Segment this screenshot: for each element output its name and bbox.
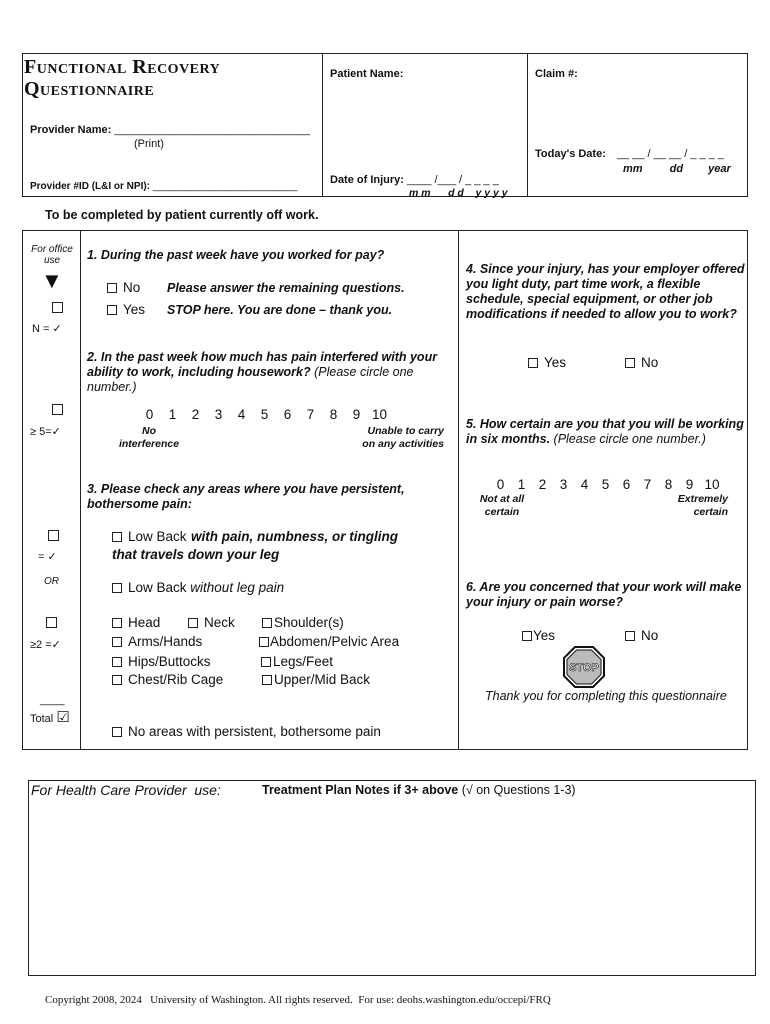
footer-copyright: Copyright 2008, 2024 University of Washington. All rights reserved. For use: deohs.washington.edu/occepi/FRQ xyxy=(45,994,551,1006)
date-of-injury-label: Date of Injury: xyxy=(330,174,404,186)
q4-yes-option[interactable] xyxy=(528,355,566,370)
q5-scale-3[interactable]: 3 xyxy=(559,477,568,492)
q1-no-note: Please answer the remaining questions. xyxy=(167,281,405,295)
q3-low-back-leg-detail: with pain, numbness, or tingling that travels down your leg xyxy=(112,529,398,562)
q2-scale-0[interactable]: 0 xyxy=(145,407,154,422)
q6-question: 6. Are you concerned that your work will make your injury or pain worse? xyxy=(466,580,742,609)
q3-shoulders-checkbox[interactable] xyxy=(262,618,272,628)
q3-chest-label: Chest/Rib Cage xyxy=(128,672,224,687)
q5-low-label: Not at all certain xyxy=(479,493,525,518)
q5-scale-4[interactable]: 4 xyxy=(580,477,589,492)
q1-yes-label: Yes xyxy=(123,302,146,317)
q6-no-option[interactable] xyxy=(625,628,658,643)
q2-scale-1[interactable]: 1 xyxy=(168,407,177,422)
q1-no-option[interactable] xyxy=(107,280,140,295)
todays-date-mm: mm xyxy=(623,163,643,175)
q5-scale-8[interactable]: 8 xyxy=(664,477,673,492)
office-arrow-icon: ▼ xyxy=(41,268,63,293)
q3-upper-back-checkbox[interactable] xyxy=(262,675,272,685)
q6-no-label: No xyxy=(641,628,659,643)
q2-high-label: Unable to carry on any activities xyxy=(362,425,444,450)
q2-scale-10[interactable]: 10 xyxy=(371,407,388,422)
q3-area-arms[interactable] xyxy=(112,634,202,649)
q2-scale-7[interactable]: 7 xyxy=(306,407,315,422)
q3-area-neck[interactable] xyxy=(188,615,235,630)
q5-scale[interactable] xyxy=(490,477,724,492)
q2-scale-2[interactable]: 2 xyxy=(191,407,200,422)
office-box-q2[interactable] xyxy=(52,404,63,415)
q3-hips-label: Hips/Buttocks xyxy=(128,654,211,669)
q3-hips-checkbox[interactable] xyxy=(112,657,122,667)
q3-area-head[interactable] xyxy=(112,615,160,630)
q1-no-label: No xyxy=(123,280,141,295)
treatment-plan-suffix: (√ on Questions 1-3) xyxy=(461,783,576,797)
date-of-injury-format: m m d d y y y y xyxy=(409,187,508,199)
todays-date-blank[interactable]: __ __ / __ __ / _ _ _ _ xyxy=(616,148,724,160)
q4-yes-label: Yes xyxy=(544,355,567,370)
q2-scale-6[interactable]: 6 xyxy=(283,407,292,422)
todays-date-label: Today's Date: xyxy=(535,148,606,160)
q3-neck-checkbox[interactable] xyxy=(188,618,198,628)
q3-area-shoulders[interactable] xyxy=(262,615,344,630)
q5-scale-9[interactable]: 9 xyxy=(685,477,694,492)
q5-question xyxy=(466,417,746,447)
q3-none-checkbox[interactable] xyxy=(112,727,122,737)
q3-area-legs[interactable] xyxy=(261,654,333,669)
q2-scale-3[interactable]: 3 xyxy=(214,407,223,422)
q2-scale-8[interactable]: 8 xyxy=(329,407,338,422)
q5-question-text: 5. How certain are you that you will be working in six months. xyxy=(466,417,744,446)
q5-scale-0[interactable]: 0 xyxy=(496,477,505,492)
provider-id-field[interactable] xyxy=(30,181,297,192)
q3-low-back-no-leg-checkbox[interactable] xyxy=(112,583,122,593)
q3-low-back-no-leg-option[interactable] xyxy=(112,580,284,595)
office-box-q3a[interactable] xyxy=(48,530,59,541)
q3-upper-back-label: Upper/Mid Back xyxy=(274,672,371,687)
q2-scale-4[interactable]: 4 xyxy=(237,407,246,422)
claim-label: Claim #: xyxy=(535,68,578,80)
q1-yes-checkbox[interactable] xyxy=(107,305,117,315)
header-divider-2 xyxy=(527,53,528,197)
q3-arms-checkbox[interactable] xyxy=(112,637,122,647)
q4-no-option[interactable] xyxy=(625,355,658,370)
q5-scale-5[interactable]: 5 xyxy=(601,477,610,492)
q3-neck-label: Neck xyxy=(204,615,235,630)
date-of-injury-blank[interactable]: ____ /___ / _ _ _ _ xyxy=(407,174,499,186)
q6-yes-checkbox[interactable] xyxy=(522,631,532,641)
q3-low-back-leg-option[interactable] xyxy=(112,528,412,564)
q3-head-checkbox[interactable] xyxy=(112,618,122,628)
provider-name-field[interactable] xyxy=(30,124,310,136)
office-or: OR xyxy=(44,576,59,587)
q3-arms-label: Arms/Hands xyxy=(128,634,203,649)
provider-name-blank[interactable]: ________________________________ xyxy=(114,124,311,136)
todays-date-format xyxy=(623,163,731,175)
q3-low-back-no-leg-detail: without leg pain xyxy=(190,580,285,595)
q2-scale[interactable] xyxy=(138,407,391,422)
q4-no-label: No xyxy=(641,355,659,370)
q5-note: (Please circle one number.) xyxy=(553,432,706,446)
q6-yes-option[interactable] xyxy=(522,628,555,643)
treatment-plan-label xyxy=(262,783,576,797)
provider-notes-box[interactable] xyxy=(28,780,756,976)
q4-question: 4. Since your injury, has your employer offered you light duty, part time work, a flexible schedule, special equipment, or other job modifications if needed to allow you to work? xyxy=(466,262,745,321)
q6-thanks: Thank you for completing this questionnaire xyxy=(485,689,727,703)
q5-scale-2[interactable]: 2 xyxy=(538,477,547,492)
q3-low-back-no-leg-label: Low Back xyxy=(128,580,187,595)
office-total-blank[interactable]: ____ xyxy=(40,694,65,706)
provider-id-label: Provider #ID (L&I or NPI): xyxy=(30,181,151,192)
q1-yes-option[interactable] xyxy=(107,302,145,317)
office-eq: = ✓ xyxy=(38,551,57,563)
office-box-q1[interactable] xyxy=(52,302,63,313)
q2-low-label: No interference xyxy=(118,425,180,450)
q5-scale-7[interactable]: 7 xyxy=(643,477,652,492)
q2-scale-5[interactable]: 5 xyxy=(260,407,269,422)
q3-area-chest[interactable] xyxy=(112,672,223,687)
q5-scale-10[interactable]: 10 xyxy=(704,477,720,492)
provider-name-label: Provider Name: xyxy=(30,124,112,136)
office-n-eq: N = ✓ xyxy=(32,323,62,335)
provider-id-blank[interactable]: __________________________ xyxy=(152,181,298,192)
form-title xyxy=(24,56,220,100)
provider-use-label: For Health Care Provider use: xyxy=(31,782,221,798)
office-ge5: ≥ 5=✓ xyxy=(30,426,61,438)
q1-question: 1. During the past week have you worked for pay? xyxy=(87,248,385,262)
q3-shoulders-label: Shoulder(s) xyxy=(274,615,344,630)
header-divider-1 xyxy=(322,53,323,197)
q1-yes-note: STOP here. You are done – thank you. xyxy=(167,303,393,317)
q3-area-hips[interactable] xyxy=(112,654,211,669)
office-ge2: ≥2 =✓ xyxy=(30,639,61,651)
q2-scale-9[interactable]: 9 xyxy=(352,407,361,422)
office-total xyxy=(30,708,70,726)
q5-scale-6[interactable]: 6 xyxy=(622,477,631,492)
q3-area-upper-back[interactable] xyxy=(262,672,370,687)
q3-head-label: Head xyxy=(128,615,161,630)
q2-note: (Please circle one number.) xyxy=(87,365,414,394)
instruction-text: To be completed by patient currently off work. xyxy=(45,208,319,222)
office-use-header: For office use xyxy=(31,244,73,266)
date-of-injury-field[interactable] xyxy=(330,174,499,186)
office-total-label: Total xyxy=(30,713,54,725)
column-divider xyxy=(458,230,459,750)
q3-legs-checkbox[interactable] xyxy=(261,657,271,667)
title-line-2: Questionnaire xyxy=(24,78,155,100)
q3-question: 3. Please check any areas where you have persistent, bothersome pain: xyxy=(87,482,405,511)
q2-question xyxy=(87,350,455,395)
q3-chest-checkbox[interactable] xyxy=(112,675,122,685)
q3-legs-label: Legs/Feet xyxy=(273,654,334,669)
todays-date-field[interactable] xyxy=(535,148,724,160)
treatment-plan-title: Treatment Plan Notes if 3+ above xyxy=(262,783,459,797)
q3-low-back-leg-checkbox[interactable] xyxy=(112,532,122,542)
todays-date-dd: dd xyxy=(669,163,684,175)
q3-none-option[interactable] xyxy=(112,724,381,739)
title-line-1: Functional Recovery xyxy=(24,56,221,78)
todays-date-year: year xyxy=(708,163,731,175)
q6-yes-label: Yes xyxy=(533,628,556,643)
q2-question-text: 2. In the past week how much has pain interfered with your ability to work, including housework? xyxy=(87,350,438,379)
office-total-check-icon: ☑ xyxy=(56,709,70,726)
q3-area-abdomen[interactable] xyxy=(259,634,399,649)
q1-no-checkbox[interactable] xyxy=(107,283,117,293)
q6-no-checkbox[interactable] xyxy=(625,631,635,641)
print-note: (Print) xyxy=(134,138,164,150)
stop-sign-text: STOP xyxy=(569,662,599,674)
q4-yes-checkbox[interactable] xyxy=(528,358,538,368)
patient-name-label: Patient Name: xyxy=(330,68,404,80)
office-divider xyxy=(80,230,81,750)
q4-no-checkbox[interactable] xyxy=(625,358,635,368)
stop-sign-icon xyxy=(562,645,606,689)
office-box-q3b[interactable] xyxy=(46,617,57,628)
q3-low-back-leg-label: Low Back xyxy=(128,529,187,544)
q5-scale-1[interactable]: 1 xyxy=(517,477,526,492)
q5-high-label: Extremely certain xyxy=(677,493,728,518)
q3-none-label: No areas with persistent, bothersome pain xyxy=(128,724,381,739)
q3-abdomen-label: Abdomen/Pelvic Area xyxy=(270,634,400,649)
q3-abdomen-checkbox[interactable] xyxy=(259,637,269,647)
